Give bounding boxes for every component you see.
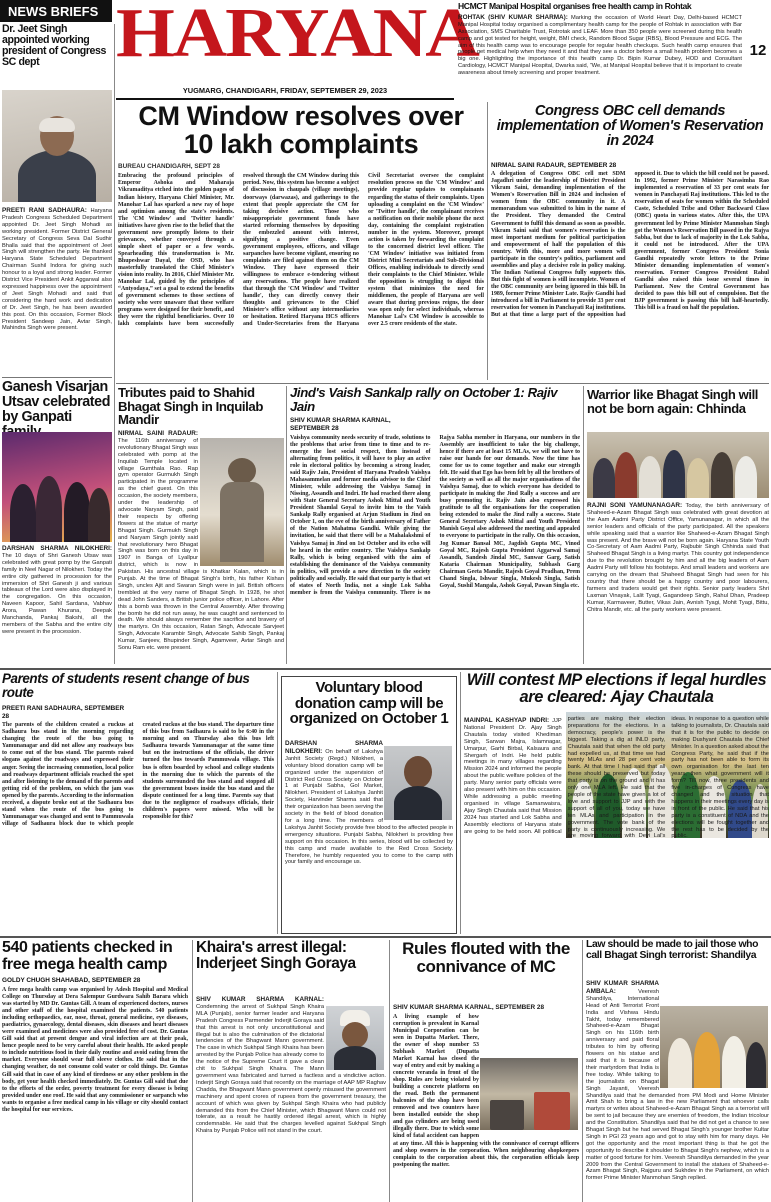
chautala-headline: Will contest MP elections if legal hurdles are cleared: Ajay Chautala	[466, 671, 767, 707]
brief1-headline: Dr. Jeet Singh appointed working president of Congress SC dept	[2, 23, 107, 69]
parents-headline: Parents of students resent change of bus route	[2, 671, 250, 700]
chhinda-text	[587, 502, 769, 666]
rules-headline: Rules flouted with the connivance of MC	[402, 939, 570, 976]
chhinda-byline: RAJNI SONI YAMUNANAGAR:	[587, 502, 683, 509]
shandilya-story	[586, 940, 769, 980]
blood-text	[285, 740, 453, 930]
news-briefs-label: NEWS BRIEFS	[8, 4, 99, 19]
tribute-byline: NIRMAL SAINI RADAUR:	[118, 430, 198, 437]
brief2-text	[2, 545, 112, 665]
jind-body: Vaishya community needs security of trade, solutions to the problems that arise from time to time and to re-emerge the lost social respect, then instead of alternating from politics, it will have to play an active role in electoral politics by becoming a strong leader, said Rajiv Jain, President of Haryana Pradesh Vaishya Mahasammelan and former media advisor to the Chief Minister, while addressing the Vaishya Samaj in Nissing, Assandh and Indri. He had reached there along with State General Secretary Ashok Mittal and Youth President Shamlal Goyal to invite him to the Vaish Sankalp Rally organised at Arjun Stadium in Jind on October 1, on the eve of the birth anniversary of Father of the Nation Mahatma Gandhi. While giving the invitation, he said that there will be a Mahalakshmi of Vaishya Samaj in Jind on 1st October and its echo will be heard in the entire country. The Vaishya Sankalp Rally, which is being organised with the aim of establishing the dominance of the Vaishya community in politics, will provide a new direction to the society politically and socially. He said that our party is that set of states of North India, not a single Lok Sabha member is from the Vaishya community. There is no Rajya Sabha member in Haryana, our numbers in the Assembly are insufficient to take the big challenge, hence if there are at least 15 MLAs, we will not have to raise our hands for our demands. Now the time has come for us to come together and make our strength felt. He said that Ego has been felt by all the brothers of the society as well as all the major organisations of the Vaishya Samaj, due to which everyone has decided to participate in making the Jind Rally a success and are busy promoting it. Rajiv Jain also expressed his gratitude to all the organisations for the cooperation being extended to make the Jind rally a success. State General Secretary Ashok Mittal and Youth President Manish Goyal also addressed the meeting and appealed to everyone to participate in the rally. On this occasion, Jog Kumar Bansal MC, Jagdish Gupta MC, Vinod Goyal MC, Rajesh Gupta President Aggarwal Samaj Assandh, Sandesh Jindal MC, Sanwar Garg, Satish Kataria Chairman Municipality, Subhash Garg Chairman Geeta Mandir, Rajesh Goyal Pradhan, Prem Chand Singla, Ishwar Singla, Mukesh Singla, Satish Goyal, Sushil Mangala, Ashok Goyal, Pawan Singla etc.	[290, 434, 580, 596]
rules-body: A living example of how corruption is prevalent in Karnal Municipal Corporation can be seen in Dupatta Market. There, the owner of shop number 53 Subhash Market (Dupatta Market Karnal has closed the way of entry and exit by making a concrete veranda in front of the shop. Rules are being violated by building a concrete platform on the road. Both the permanent balconies of the shop have been removed and two counters have been installed outside the shop and gas cylinders are being used illegally there. Due to which some kind of fatal accident can happen at any time. All this is happening with the connivance of corrupt officers and shop owners in the corporation. When neighbouring shopkeepers complain to the corporation about this, the corporation officials keep postponing the matter.	[393, 1013, 579, 1168]
rules-byline: SHIV KUMAR SHARMA KARNAL, SEPTEMBER 28	[393, 1004, 545, 1011]
jind-story	[290, 386, 580, 666]
chautala-byline: MAINPAL KASHYAP INDRI:	[464, 717, 550, 724]
tribute-text	[118, 430, 284, 666]
camp540-byline: GOLDY CHUGH SHAHABAD, SEPTEMBER 28	[2, 977, 141, 985]
shandilya-byline: SHIV KUMAR SHARMA AMBALA:	[586, 980, 659, 995]
khaira-headline: Khaira's arrest illegal: Inderjeet Singh Goraya	[196, 939, 356, 973]
chhinda-headline: Warrior like Bhagat Singh will not be born again: Chhinda	[587, 387, 758, 416]
cm-window-story	[118, 102, 484, 380]
news-briefs-banner	[0, 0, 112, 22]
hcmct-byline: ROHTAK (SHIV KUMAR SHARMA):	[458, 13, 568, 21]
hcmct-headline: HCMCT Manipal Hospital organises free health camp in Rohtak	[458, 1, 692, 11]
khaira-body: Condemning the arrest of Sukhpal Singh Khaira MLA (Punjab), senior farmer leader and Haryana Pradesh Congress Parmender Inderjit Goraya said that this arrest is not only unconstitutional and illegal but is also the culmination of the dictatorial tendencies of the Bhagwant Mann government. The case in which Sukhpal Singh Khaira has been arrested by the Punjab Police has already come to the notice of the Supreme Court it gave a clean chit to Sukhpal Singh Khaira. The Mann government was fabricated and turned a factless and a vindictive action. Inderjit Singh Goraya said that recently on the marriage of AAP MP Raghav Chadda, the Bhagwant Mann government openly misused the government machinery and spent crores of rupees from the government treasury, the account of which was given by Sukhpal Singh Khaira who had publicly demanded this from the Chief Minister, which Bhagwant Mann could not tolerate, as a result he hastily ordered illegal arrest, which is highly condemnable. He said that the charges levelled against Sukhpal Singh Khaira by Punjab Police will not stand in the court.	[196, 1003, 386, 1135]
chhinda-photo	[587, 432, 769, 498]
brief2-byline: DARSHAN SHARMA NILOKHERI:	[2, 545, 112, 552]
brief1-byline: PREETI RANI SADHAURA:	[2, 207, 87, 214]
chautala-body: JJP National President Dr. Ajay Singh Chautala today visited Khediman Singh, Sarwan Majra, Islamnagar, Umarpur, Garhi Birbal, Kalsaura and Shergarh of Indri. He held public meetings in many villages regarding Mission 2024 and informed the people about the public welfare policies of the party. Many senior party officials were also present with him on this occasion. While addressing a public meeting organised in village Samanwaisra, Ajay Singh Chautala said that Mission 2024 has started and Lok Sabha and Assembly elections of Haryana state are going to be held soon. All political parties are making their election preparations for the elections. In a democracy, people's power is the biggest. Taking a dig at INLD party, Chautala said that when the old party had expelled us, at that time we had twenty MLAs and 28 per cent vote bank. At that time I had said that all these should be preserved but today that party is on the ground and it has only one MLA left. He said that the people of the state have given a lot of love and support to JJP and with the support of all of you, today we have ten MLAs and participation in the government. The vote bank of the party is continuously increasing. We are moving forward with Devi Lal's ideas. In response to a question while talking to journalists, Dr. Chautala said that it is for the public to decide on making Dushyant Chautala the Chief Minister. In a question asked about the Congress Party, he said that if the party has not been able to form its own organisation for the last ten years, then what government will it form? Till now, three presidents and five in-charges of Congress have changed and the situation that happens in their meetings every day is in front of the public. He said that his party is a constituent of NDA and the elections will be fought together and the rest has to be decided by the public.	[464, 716, 769, 840]
blood-body: On behalf of Lakshya Janhit Society (Regd.) Nilokheri, a voluntary blood donation camp will be organized under the supervision of District Red Cross Society on October 1 at Punjabi Sabha, Gol Market, Nilokheri. President of Lakshya Janhit Society, Harvinder Sharma said that their organization has been serving the society in the field of blood donation for a long time. The members of Lakshya Janhit Society provide free blood to the affected people in emergency situations. Punjabi Sabha, Nilokheri is providing free support on this occasion. In this series, blood will be collected by this camp and made available to the Red Cross Society. Therefore, he humbly requested you to come to the camp with your family and encourage us.	[285, 748, 453, 866]
tribute-body: The 116th anniversary of revolutionary Bhagat Singh was celebrated with pomp at the Inquilab Temple located in village Gumthala Rao. Rap gym operator Gurmukh Singh participated in the programme as the chief guest. On this occasion, the society members, under the leadership of advocate Naryam Singh, paid their respects by offering flowers at the statue of martyr Bhagat Singh. Gurmukh Singh and Naryam Singh jointly said that revolutionary hero Bhagat Singh was born on this day in 1907 in Banga of Lyallpur district, which is now in Pakistan. His ancestral village is Khatkar Kalan, which is in Punjab. At the time of Bhagat Singh's birth, his father Kishan Singh, uncles Ajit and Swaran Singh were in jail. British officers trembled at the very name of Bhagat Singh. In 1928, he shot dead John Sanders, a British junior police officer, in Lahore. After this a bomb was thrown in the Central Assembly. After throwing the bomb he did not run away, he was caught and sentenced to death. We should always remember the sacrifice and bravery of the martyrs. On this occasion, Ratan Singh, Advocate Sarvjeet Singh, Advocate Karambir Singh, Advocate Sahib Singh, Pankaj Kumar, Sanjeev, Bhupinder Singh, Agamveer, Avtar Singh and Sonu Ram etc. were present.	[118, 437, 284, 652]
brief1-text	[2, 207, 112, 375]
camp540-headline: 540 patients checked in free mega health camp	[2, 939, 173, 973]
khaira-text	[196, 996, 386, 1202]
camp540-story	[2, 940, 188, 1202]
obc-headline: Congress OBC cell demands implementation of Women's Reservation in 2024	[496, 103, 764, 150]
tribute-headline: Tributes paid to Shahid Bhagat Singh in Inquilab Mandir	[118, 385, 263, 428]
dateline: YUGMARG, CHANDIGARH, FRIDAY, SEPTEMBER 29, 2023	[182, 86, 388, 95]
obc-body: A delegation of Congress OBC cell met SDM Jagadhri under the leadership of District President Vikram Saini, demanding implementation of the Women's Reservation Bill in 2024 and inclusion of women from the OBC community in it. A memorandum was submitted to him in the name of the President. They demanded the Central Government to fulfil this demand as soon as possible. Vikram Saini said that women's reservation is the most important medium for political participation and empowerment of half the population of this country. With this, more and more women will participate in the country's politics, parliament and assemblies and play a decisive role in policy making. The Indian National Congress fully supports this. But this fight of women is still incomplete. Women of the OBC community are being ignored in this bill. In 1989, former Prime Minister Late. Rajiv Gandhi had introduced a bill in Parliament to provide 33 per cent reservation for women in Panchayati Raj institutions. But at that time a large part of the opposition had opposed it. Due to which the bill could not be passed. In 1992, former Prime Minister Narasimha Rao implemented a reservation of 33 per cent seats for women in Panchayati Raj institutions. This led to the reservation of seats for women within the Scheduled Caste, Scheduled Tribe and Other Backward Class (OBC) quota in various states. After this, the UPA government led by Prime Minister Manmohan Singh got the Women's Reservation Bill passed in the Rajya Sabha, but due to lack of majority in the Lok Sabha, it could not be introduced. After the UPA government, former Congress President Sonia Gandhi repeatedly wrote letters to the Prime Minister demanding implementation of women's reservation. Former Congress President Rahul Gandhi also raised this issue several times in Parliament. Now the Central Government has decided to pass this bill out of compulsion. But the BJP government is passing this bill half-heartedly. This bill is a fraud on half the population.	[491, 171, 769, 319]
khaira-story	[196, 940, 386, 996]
brief2-headline: Ganesh Visarjan Utsav celebrated by Ganpati	[2, 379, 111, 425]
rules-text	[393, 1004, 579, 1202]
obc-story	[491, 104, 769, 380]
parents-body: The parents of the children created a ruckus at Sadhaura bus stand in the morning regarding changing the route of the bus going to Yamunanagar and did not allow any roadways bus to come out of the bus stand. The parents raised slogans against the roadways and expressed their anger. Seeing the increasing commotion, local police and roadways department officials reached the spot and after listening to the demand of the parents and getting rid of the problem, on which the jam was opened by the parents. According to the information received, a dispute broke out at the Sadhaura bus stand when the route of the bus going to Yamunanagar was changed and sent to Pammuwala village of Sadhaura block due to which people created ruckus at the bus stand. The departure time of this bus from Sadhaura is said to be 6:40 in the morning and on Thursday also this bus left Sadhaura towards Yamunanagar at the same time but on the instructions of the officials, the driver turned the bus towards Pammuwala village. This bus is often boarded by school and college students in the morning due to which the parents of the students surrounded the bus stand and stopped all the government buses inside the bus stand and the dispute continued for a long time. Parents say that due to the negligence of roadways officials, their children's papers were missed. Who will be responsible for this?	[2, 722, 274, 827]
cm-body: Embracing the profound principles of Emperor Ashoka and Maharaja Vikramaditya etched into the golden pages of Indian history, Haryana Chief Minister, Mr. Manohar Lal has sparked a new ray of hope and optimism among the state's residents. The 'CM Window' and 'Twitter handle' initiatives have given rise to the belief that the government now promptly listens to their grievances, whether conveyed through a simple sheet of paper or a few words. Spearheading this transformation is Mr. Bhupeshwar Dayal, the OSD, who has masterfully translated the Chief Minister's vision into reality. In 2016, Chief Minister Mr. Manohar Lal, guided by the principles of “Antyodaya,” set a goal to extend the benefits of government schemes to those sections of society who were unaware that these welfare programs were designed for their benefit, and they were the rightful beneficiaries. Over 10 lakh complaints have been successfully resolved through the CM Window during this period. Now, this system has become a subject of discussion in chaupals (village meetings), doorways (darwazas), and gatherings to the extent that people appreciate the CM for taking decisive action. Those who misappropriate government funds have started reforming themselves by depositing the embezzled amount with interest, signifying a positive change. Even government employees, officers, and village sarpanches have become vigilant, ensuring no complaints are filed against them on the CM Window. They have expressed their willingness to embrace e-tendering without any reservations. The people have realized that through the 'CM Window' and 'Twitter handle', they can directly convey their thoughts and grievances to the Chief Minister's office without any intermediaries or hesitation. Retired Haryana HCS officers and Under-Secretaries from the Haryana Civil Secretariat oversee the complaint resolution process on the 'CM Window' and provide regular updates to complainants regarding the status of their complaints. Upon uploading a complaint on the 'CM Window' or 'Twitter handle', the complainant receives a notification on their mobile phone the next day, containing the complaint registration number in the system. Moreover, prompt action is taken by forwarding the complaint to the concerned district level officer. The 'CM Window' initiative was initiated from District Mini Secretariats and Sub-Divisional Offices, enabling individuals to directly send their complaints to the Chief Minister. While the opposition is struggling to digest this system that minimizes the need for middlemen, the people of Haryana are well aware that during previous reigns, the door was open only for select individuals, whereas Manohar Lal's CM Window is accessible to over 2.5 crore residents of the state.	[118, 173, 484, 328]
masthead-title	[116, 0, 478, 74]
obc-byline: NIRMAL SAINI RADAUR, SEPTEMBER 28	[491, 161, 617, 169]
hcmct-body: Marking the occasion of World Heart Day, Delhi-based HCMCT Manipal Hospital today organised a complimentary health camp for the people of Rohtak in association with Bar Association, SMS Charitable Trust, Rotrotak and LEAF. More than 350 people were screened during this health camp and got tested for height, weight, BMI check, Random Blood Sugar (RBS), Blood Pressure and ECG. The aim of this health camp was to encourage people for regular health checkups. Such health camp ensures that people get medical help when they need it and that they see a doctor before a small health problem becomes a big one. Highlighting the importance of this health camp Dr. Bipin Kumar Dubey, HOD and Consultant Cardiology, HCMCT Manipal Hospital, Dwarka said, “We, at Manipal Hospital believe that it is important to create awareness about timely screening and proper treatment.	[458, 14, 742, 77]
camp540-body: A free mega health camp was organised by Adesh Hospital and Medical College on Thursday at Dera Salempur Gurdwara Sahib Barara which was started by MD Dr. Guntas Gill. A team of experienced doctors, nurses and other staff of the hospital examined the patients. 540 patients including orthopaedics, ear, nose, throat, general medicine, eye diseases, paediatrics, gynaecology, dental diseases, skin diseases and heart diseases were examined and medicines were also provided free of cost. Dr. Guntas Gill said that at present dengue and viral infection are at their peak, hence people need to be very careful about their health. He asked people to include nutritious food in their daily routine and avoid eating from the market. Everyone should wear full sleeve clothes. He said that in the changing weather, do not consume cold water or cold things. Dr. Guntas Gill said that in case of any kind of tiredness or any other problem in the body, get your health checked immediately. Dr. Guntas Gill said that due to the efforts of the order, poverty treatment for every disease is being provided under one roof. He said that any commissioner or sarpanch who wants to organise a free medical camp in his village or city should contact the hospital for our services.	[2, 986, 188, 1113]
jind-byline: SHIV KUMAR SHARMA KARNAL, SEPTEMBER 28	[290, 417, 391, 433]
brief-ganesh	[2, 380, 112, 430]
rules-story	[393, 940, 579, 1000]
brief1-body: Haryana Pradesh Congress Scheduled Department appointed Dr. Jeet Singh Mohadi as working president. Former District General Secretary of Congress Seva Dal Sudhir Bhalla said that the appointment of Jeet Singh will strengthen the party. He thanked Haryana State Scheduled Department Chairman Sushil Indora for giving such honour to a loyal and strong leader. Former District Vice President Ankit Aggarwal also expressed happiness over the appointment of Jeet Singh Mohadi and said that considering the hard work and dedication of Dr. Jeet Singh, he has been awarded this post. On this occasion, Former Block President Sandeep Jain, Avtar Singh, Mahindra Singh were present.	[2, 208, 112, 332]
shandilya-text	[586, 980, 769, 1202]
khaira-byline: SHIV KUMAR SHARMA KARNAL:	[196, 996, 324, 1003]
shandilya-body: Veeresh Shandilya, International Head of Anti Terrorist Front India and Vishwa Hindu Takht, today remembered Shaheed-e-Azam Bhagat Singh on his 116th birth anniversary and paid floral tributes to him by offering flowers on his statue and said that it is because of their martyrdom that India is free today. While talking to the journalists on Bhagat Singh Jayanti, Veeresh Shandilya said that he demanded from PM Modi and Home Minister Amit Shah to bring a law in the new Parliament that whoever calls martyrs or writes about Shaheed-e-Azam Bhagat Singh as a terrorist will be sent to jail because they are enemies of freedom, the Indian tricolour and the Constitution. Shandilya said that he did not get a chance to see Bhagat Singh but he had served Bhagat Singh's younger brother Kultar Singh in PGI 23 years ago and got to stay with him for many days. He got the opportunity and the most important thing is that he got the opportunity to describe it shoulder to Bhagat Singh's nephew, which is a matter of good fortune for him. Veeresh Shandilya demanded in the year 2009 from the Central Government to install the statues of Shaheed-e-Azam Bhagat Singh, Rajguru and Sukhdev in the Parliament, on which former Prime Minister Manmohan Singh replied.	[586, 988, 769, 1182]
brief2-body: The 10 days of Shri Ganesh Utsav was celebrated with great pomp by the Ganpati family in Neel Nagar of Nilokheri. Today the entire city gathered in procession for the immersion of Shri Ganesh ji and various tableaux of the Lord were also displayed in the congregation. On this occasion, Naveen Kapoor, Sahil Sardana, Vabhav Arora, Pawan Khurana, Deepak Manchanda, Pankaj Bakshi, all the members of the Sabha and the entire city were present in the procession.	[2, 552, 112, 635]
cm-byline: BUREAU CHANDIGARH, SEPT 28	[118, 162, 220, 170]
page-number: 12	[749, 42, 767, 59]
jind-headline: Jind's Vaish Sankalp rally on October 1: Rajiv Jain	[290, 385, 558, 414]
chhinda-body: Today, the birth anniversary of Shaheed-e-Azam Bhagat Singh was celebrated with great devotion at the Aam Aadmi Party District Office, Yamunanagar, in which all the senior leaders and officials of the party participated. All the speakers while speaking said that a warrior like Shaheed-e-Azam Bhagat Singh was present. And the brave will not be born again. Haryana State Youth Co-Secretary of Aam Aadmi Party, Rajbubir Singh Chhinda said that Shaheed Bhagat Singh is a living martyr. This country got independence due to the revolution brought by him and all the big leaders of Aam Aadmi Party will follow his footsteps. And small leaders and workers are carrying on the dream that Shaheed Bhagat Singh had seen for his country that there should be a happy country and poor labourers, farmers and traders would get their rights. Senior party leaders Shri Laxman Vinayak, Lalit Tyagi, Gagandeep Singh, Rahul Dhan, Pradeep Kumar, Karmaveer, Butter, Vikas Jain, Avnish Tyagi, Mohit Tyagi, Bittu, Chitra Mandir, etc. all the party workers were present.	[587, 503, 769, 613]
masthead-title-text: HARYANA	[116, 0, 478, 72]
cm-headline: CM Window resolves over 10 lakh complaints	[138, 101, 464, 160]
parents-byline: PREETI RANI SADHAURA, SEPTEMBER 28	[2, 704, 125, 720]
chhinda-story	[587, 388, 769, 434]
chautala-story	[464, 672, 769, 712]
blood-byline: DARSHAN SHARMA NILOKHERI:	[285, 740, 383, 755]
ganesh-photo	[2, 432, 112, 542]
jeet-singh-photo	[2, 90, 112, 202]
parents-story	[2, 672, 274, 934]
blood-headline: Voluntary blood donation camp will be organized on October 1	[289, 679, 449, 728]
chautala-text	[464, 716, 769, 934]
shandilya-headline: Law should be made to jail those who call Bhagat Singh terrorist: Shandilya	[586, 939, 759, 961]
